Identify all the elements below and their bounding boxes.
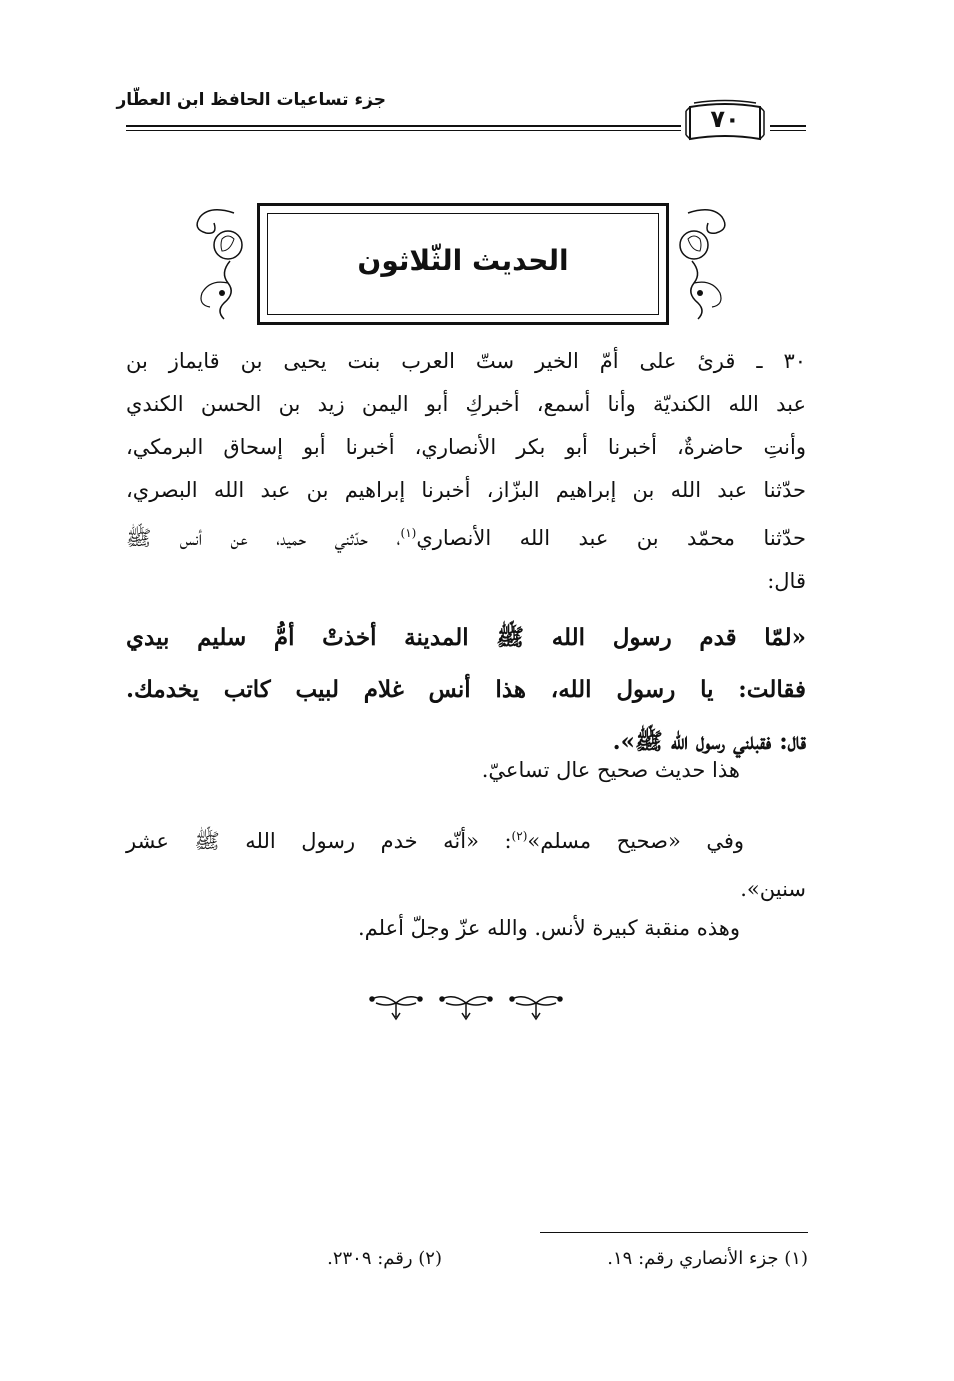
hadith-text [126, 612, 806, 768]
fleuron-divider [366, 985, 566, 1025]
hadith-line: قال: فقبلني رسول الله ﷺ». [612, 728, 806, 755]
sahih-muslim-note [126, 812, 806, 913]
running-header-title: جزء تساعيات الحافظ ابن العطّار [116, 90, 386, 110]
header-rule [126, 125, 681, 127]
footnote-rule [540, 1232, 808, 1233]
footnote-1: (١) جزء الأنصاري رقم: ١٩. [607, 1248, 808, 1269]
hadith-line: فقالت: يا رسول الله، هذا أنس غلام لبيب كاتب يخدمك. [126, 676, 806, 703]
page-number-badge [684, 99, 766, 145]
section-title: الحديث الثّلاثون [357, 244, 569, 277]
page-number: ٧٠ [710, 105, 740, 133]
header-rule-right-thin [770, 130, 806, 131]
sahih-line: وفي «صحيح مسلم»$^{(٢)}$: «أنّه خدم رسول الله ﷺ عشر [126, 829, 744, 853]
section-title-frame [257, 203, 669, 325]
floral-scroll-icon [180, 203, 244, 325]
closing-remark: وهذه منقبة كبيرة لأنس. والله عزّ وجلّ أعلم. [358, 916, 740, 940]
hadith-line: «لمّا قدم رسول الله ﷺ المدينة أخذتْ أمُّ سليم بيدي [126, 624, 806, 651]
footnote-ref-2: (٢) [511, 829, 528, 843]
sahih-line: سنين». [740, 877, 806, 901]
floral-scroll-icon [678, 203, 742, 325]
isnad-line: حدّثنا محمّد بن عبد الله الأنصاري$^{(١)}$، حدّثني حميد، عن أنس ﷺ [126, 526, 807, 550]
isnad-line: حدّثنا عبد الله بن إبراهيم البزّاز، أخبرنا إبراهيم بن عبد الله البصري، [126, 478, 806, 502]
header-rule-right [770, 125, 806, 127]
header-rule-thin [126, 130, 681, 131]
hadith-grade: هذا حديث صحيح عال تساعيّ. [481, 758, 740, 782]
footnote-ref-1: (١) [400, 526, 417, 540]
isnad-paragraph [126, 340, 806, 603]
isnad-line: ٣٠ ـ قرئ على أمّ الخير ستّ العرب بنت يحيى بن قايماز بن [126, 349, 806, 373]
fleuron-icon [366, 985, 566, 1025]
isnad-line: عبد الله الكنديّة وأنا أسمع، أخبركِ أبو اليمن زيد بن الحسن الكندي [126, 392, 807, 416]
isnad-line: وأنتِ حاضرةٌ، أخبرنا أبو بكر الأنصاري، أخبرنا أبو إسحاق البرمكي، [126, 435, 806, 459]
footnote-2: (٢) رقم: ٢٣٠٩. [327, 1248, 442, 1269]
isnad-line: قال: [767, 569, 806, 593]
